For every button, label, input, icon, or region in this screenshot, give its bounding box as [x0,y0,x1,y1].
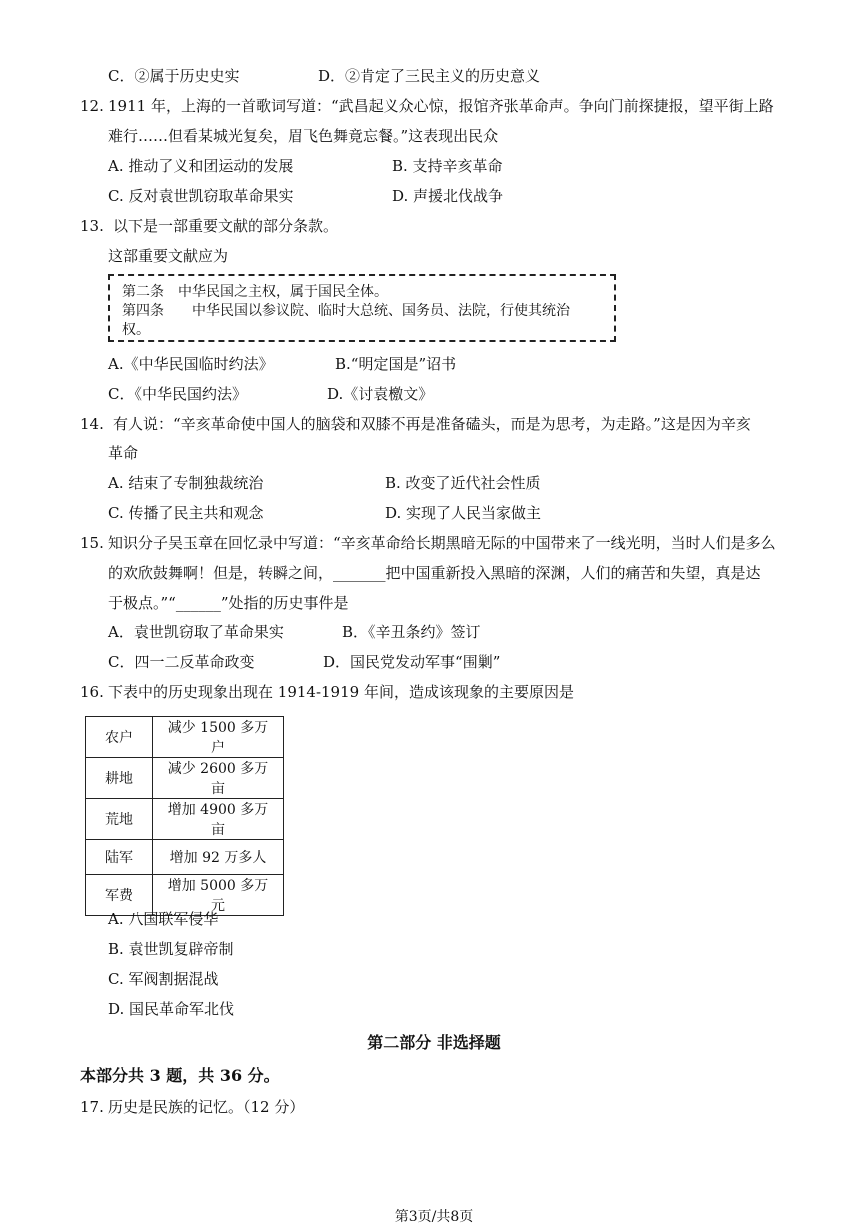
q12-stem-line2: 难行……但看某城光复矣，眉飞色舞竟忘餐。”这表现出民众 [108,127,499,145]
q16-option-a: A. 八国联军侵华 [108,910,219,928]
q15-option-a: A．袁世凯窃取了革命果实 [108,623,284,641]
table-cell-value: 减少 1500 多万户 [153,717,284,758]
q12-option-b: B. 支持辛亥革命 [392,157,503,175]
q16-data-table [85,716,284,916]
table-cell-label: 荒地 [86,799,153,840]
q14-option-c: C. 传播了民主共和观念 [108,504,264,522]
q14-stem-line2: 革命 [108,444,139,462]
table-cell-value: 减少 2600 多万亩 [153,758,284,799]
part2-intro: 本部分共 3 题，共 36 分。 [80,1066,280,1085]
q13-option-b: B.“明定国是”诏书 [335,355,457,373]
q13-stem-line2: 这部重要文献应为 [108,247,229,265]
table-cell-value: 增加 92 万多人 [153,840,284,875]
q13-stem-line1: 以下是一部重要文献的部分条款。 [113,217,339,235]
q12-option-d: D. 声援北伐战争 [392,187,504,205]
q16-stem-line1: 下表中的历史现象出现在 1914-1919 年间，造成该现象的主要原因是 [108,683,574,701]
q17-number: 17. [80,1098,104,1116]
q12-option-a: A. 推动了义和团运动的发展 [108,157,294,175]
q12-stem-line1: 1911 年，上海的一首歌词写道：“武昌起义众心惊，报馆齐张革命声。争向门前探捷报，望平街上路 [108,97,774,115]
table-row [86,799,284,840]
q17-stem-line1: 历史是民族的记忆。（12 分） [108,1098,305,1116]
q14-option-d: D. 实现了人民当家做主 [385,504,542,522]
q13-box-line2: 第四条 中华民国以参议院、临时大总统、国务员、法院，行使其统治 [122,303,570,319]
table-cell-label: 陆军 [86,840,153,875]
q16-option-c: C. 军阀割据混战 [108,970,219,988]
table-row [86,717,284,758]
q15-number: 15. [80,534,104,552]
q13-option-d: D.《讨袁檄文》 [327,385,434,403]
q13-number: 13. [80,217,104,235]
table-cell-label: 农户 [86,717,153,758]
table-row [86,840,284,875]
q15-stem-line3: 于极点。”“______”处指的历史事件是 [108,594,349,612]
q15-stem-line2: 的欢欣鼓舞啊！但是，转瞬之间，_______把中国重新投入黑暗的深渊，人们的痛苦和失望，真是达 [108,564,761,582]
q15-stem-line1: 知识分子吴玉章在回忆录中写道：“辛亥革命给长期黑暗无际的中国带来了一线光明，当时人们是多么 [108,534,776,552]
table-cell-label: 军费 [86,875,153,916]
q16-option-b: B. 袁世凯复辟帝制 [108,940,234,958]
q15-option-d: D．国民党发动军事“围剿” [323,653,501,671]
q13-quote-box [108,274,616,342]
q12-number: 12. [80,97,104,115]
table-cell-value: 增加 5000 多万元 [153,875,284,916]
q13-option-c: C．《中华民国约法》 [108,385,247,403]
q14-stem-line1: 有人说：“辛亥革命使中国人的脑袋和双膝不再是准备磕头，而是为思考，为走路。”这是因为辛亥 [113,415,751,433]
part2-title: 第二部分 非选择题 [367,1033,501,1052]
q11-option-d: D．②肯定了三民主义的历史意义 [318,67,541,85]
q14-number: 14. [80,415,104,433]
table-cell-label: 耕地 [86,758,153,799]
q13-box-line1: 第二条 中华民国之主权，属于国民全体。 [122,284,388,300]
q14-option-a: A. 结束了专制独裁统治 [108,474,264,492]
q14-option-b: B. 改变了近代社会性质 [385,474,541,492]
q15-option-b: B．《辛丑条约》签订 [342,623,481,641]
page-footer: 第3页/共8页 [394,1209,474,1225]
table-row [86,758,284,799]
q16-option-d: D. 国民革命军北伐 [108,1000,235,1018]
q11-option-c: C．②属于历史史实 [108,67,240,85]
q16-number: 16. [80,683,104,701]
table-cell-value: 增加 4900 多万亩 [153,799,284,840]
q15-option-c: C．四一二反革命政变 [108,653,255,671]
q13-option-a: A.《中华民国临时约法》 [108,355,274,373]
q12-option-c: C. 反对袁世凯窃取革命果实 [108,187,294,205]
q13-box-line3: 权。 [122,322,150,338]
